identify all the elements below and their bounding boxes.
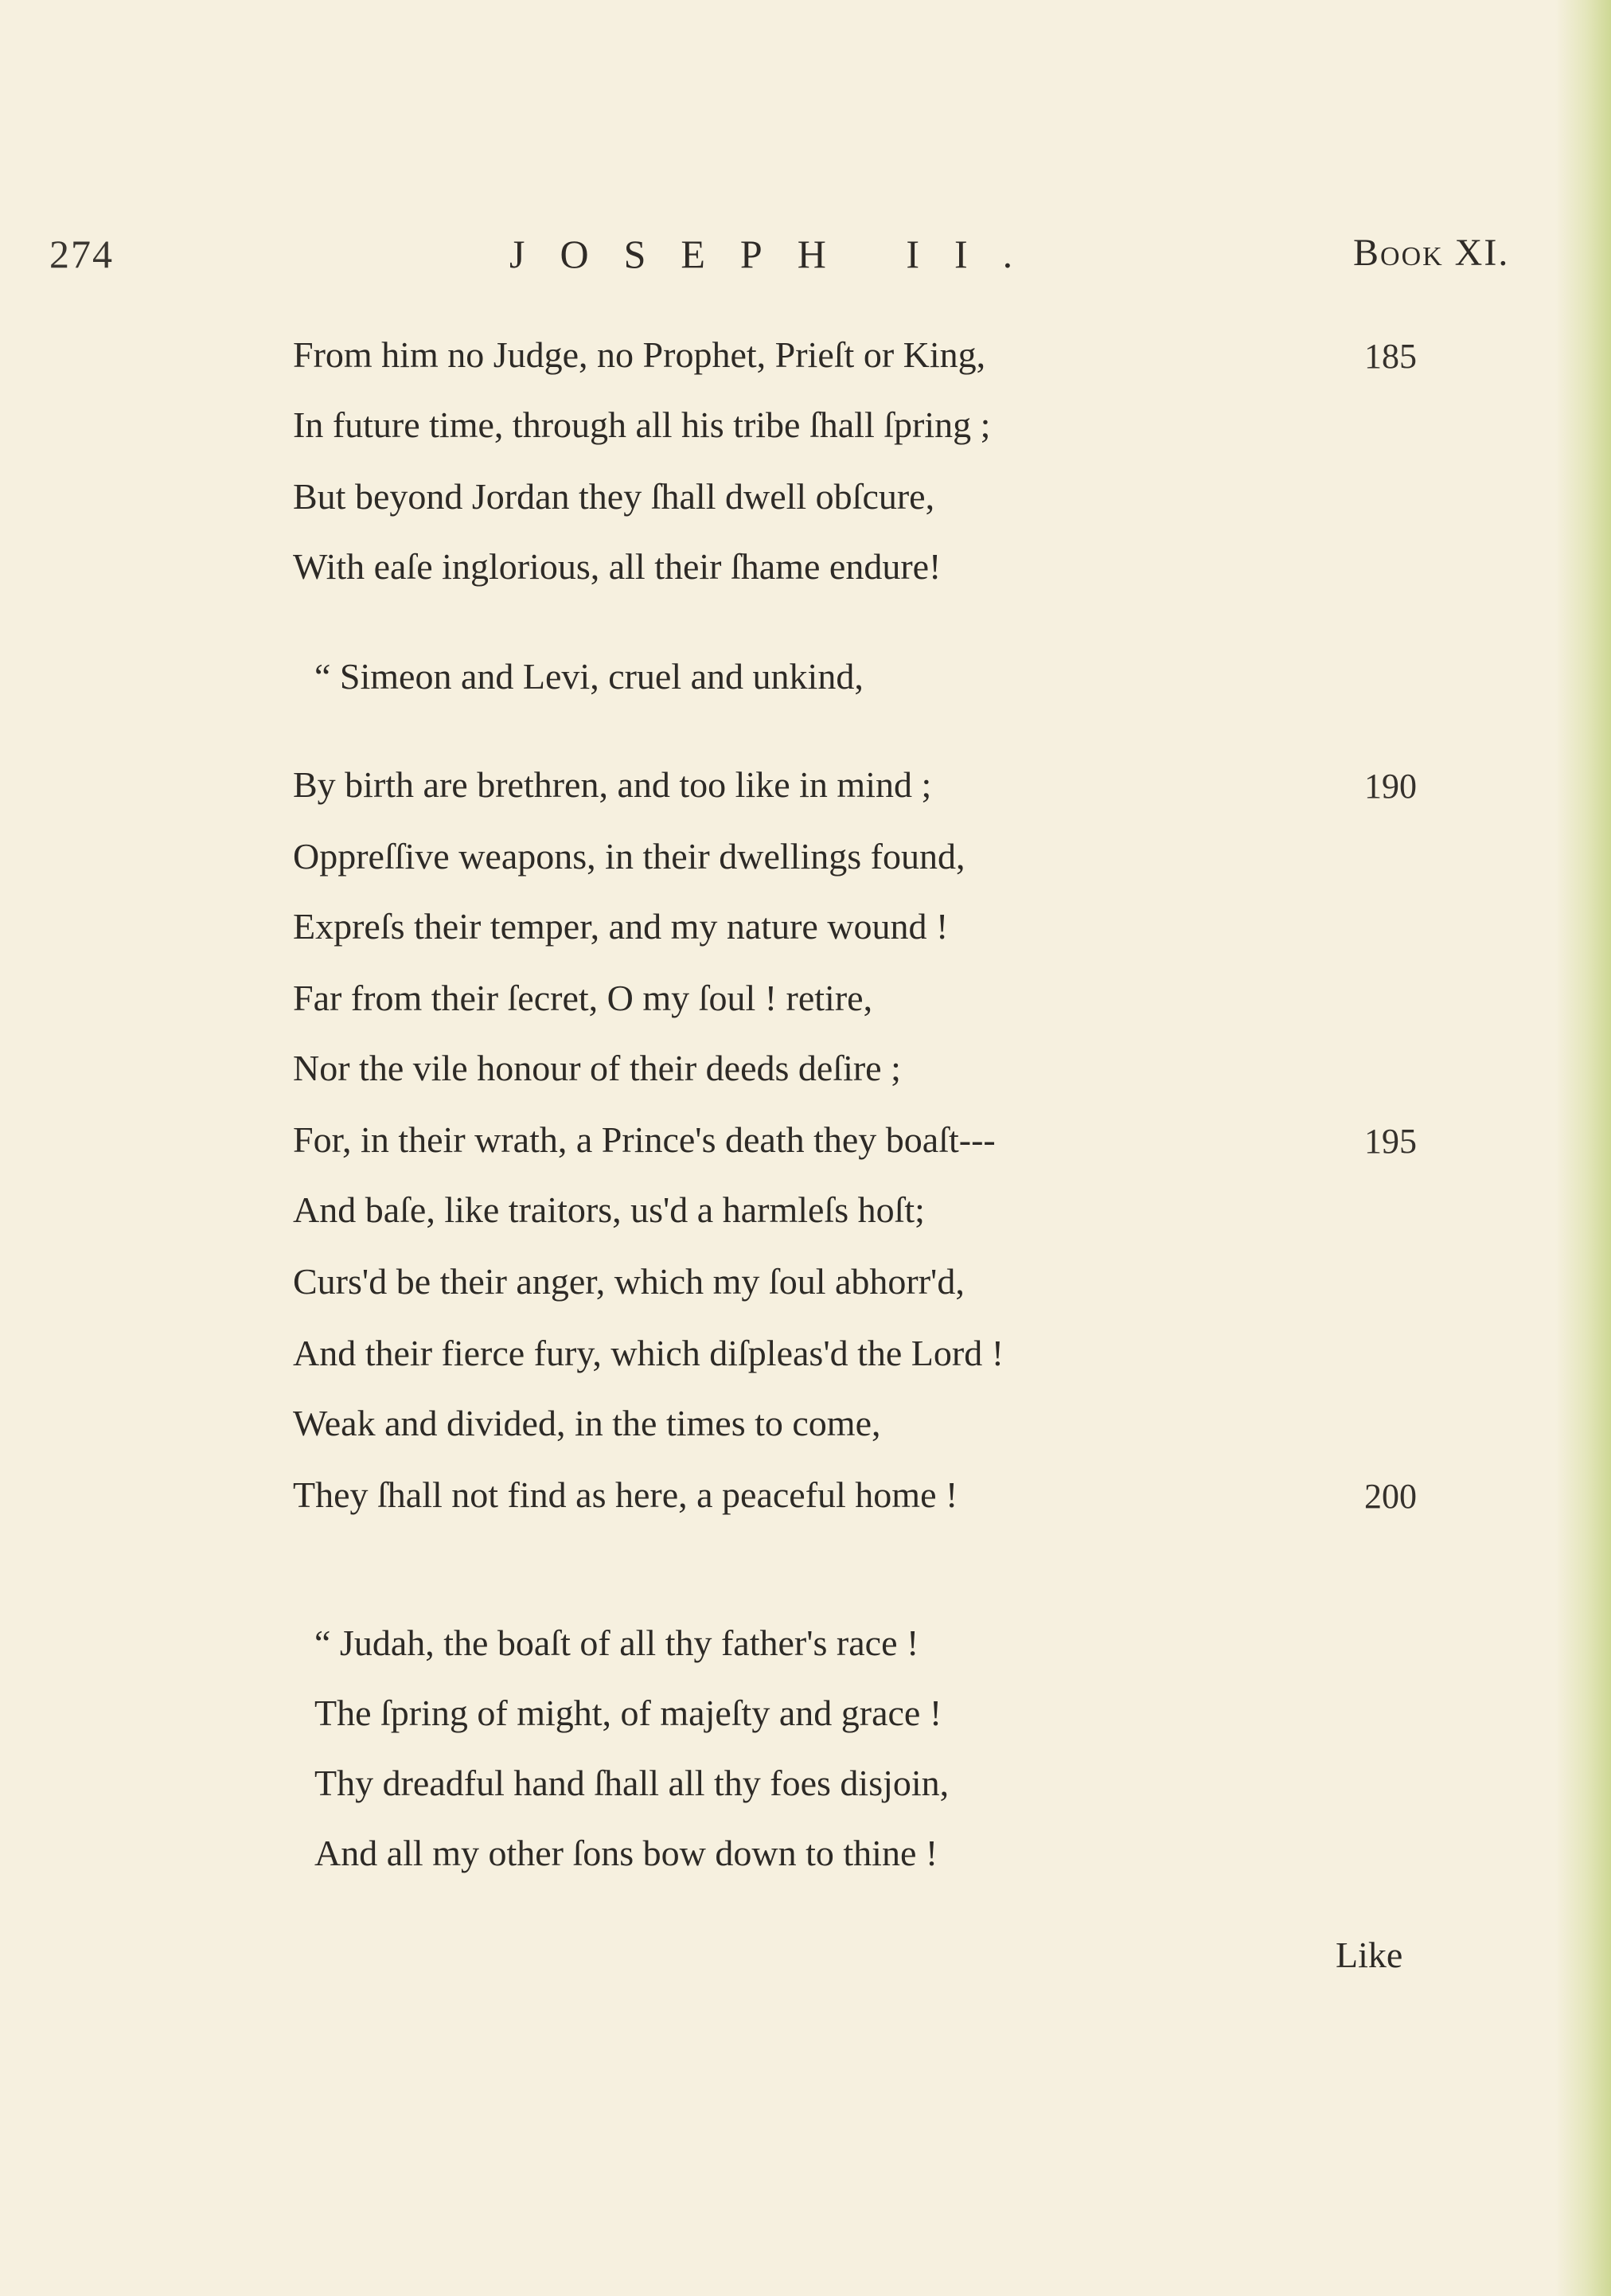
poem-line: And baſe, like traitors, us'd a harmleſs hoſt; — [293, 1189, 925, 1230]
line-number: 200 — [1364, 1477, 1417, 1516]
poem-line: From him no Judge, no Prophet, Prieſt or King, — [293, 334, 986, 375]
poem-line: “ Simeon and Levi, cruel and unkind, — [314, 656, 864, 697]
running-title: JOSEPH II. — [509, 232, 1048, 276]
poem-line: Curs'd be their anger, which my ſoul abhorr'd, — [293, 1261, 965, 1302]
poem-line: Nor the vile honour of their deeds deſire ; — [293, 1048, 901, 1088]
page-edge-discoloration — [1555, 0, 1611, 2296]
running-header — [0, 231, 1611, 295]
poem-line: “ Judah, the boaſt of all thy father's race ! — [314, 1622, 919, 1663]
catchword: Like — [1336, 1935, 1403, 1975]
poem-line: And all my other ſons bow down to thine ! — [314, 1833, 938, 1873]
poem-line: In future time, through all his tribe ſhall ſpring ; — [293, 404, 991, 445]
poem-line: For, in their wrath, a Prince's death they boaſt--- — [293, 1119, 996, 1160]
poem-line: Far from their ſecret, O my ſoul ! retire, — [293, 978, 873, 1018]
line-number: 195 — [1364, 1122, 1417, 1161]
poem-line: But beyond Jordan they ſhall dwell obſcure, — [293, 476, 935, 517]
poem-line: Thy dreadful hand ſhall all thy foes disjoin, — [314, 1763, 950, 1803]
page-number: 274 — [49, 232, 114, 276]
poem-line: Oppreſſive weapons, in their dwellings found, — [293, 836, 965, 877]
poem-line: By birth are brethren, and too like in mind ; — [293, 764, 932, 805]
book-label: Book XI. — [1353, 232, 1510, 274]
line-number: 185 — [1364, 337, 1417, 376]
poem-line: The ſpring of might, of majeſty and grace ! — [314, 1693, 942, 1733]
line-number: 190 — [1364, 767, 1417, 806]
poem-line: They ſhall not find as here, a peaceful home ! — [293, 1474, 958, 1515]
poem-line: Weak and divided, in the times to come, — [293, 1403, 881, 1443]
poem-line: And their fierce fury, which diſpleas'd the Lord ! — [293, 1333, 1004, 1373]
poem-line: Expreſs their temper, and my nature wound ! — [293, 906, 949, 947]
poem-line: With eaſe inglorious, all their ſhame endure! — [293, 546, 942, 587]
